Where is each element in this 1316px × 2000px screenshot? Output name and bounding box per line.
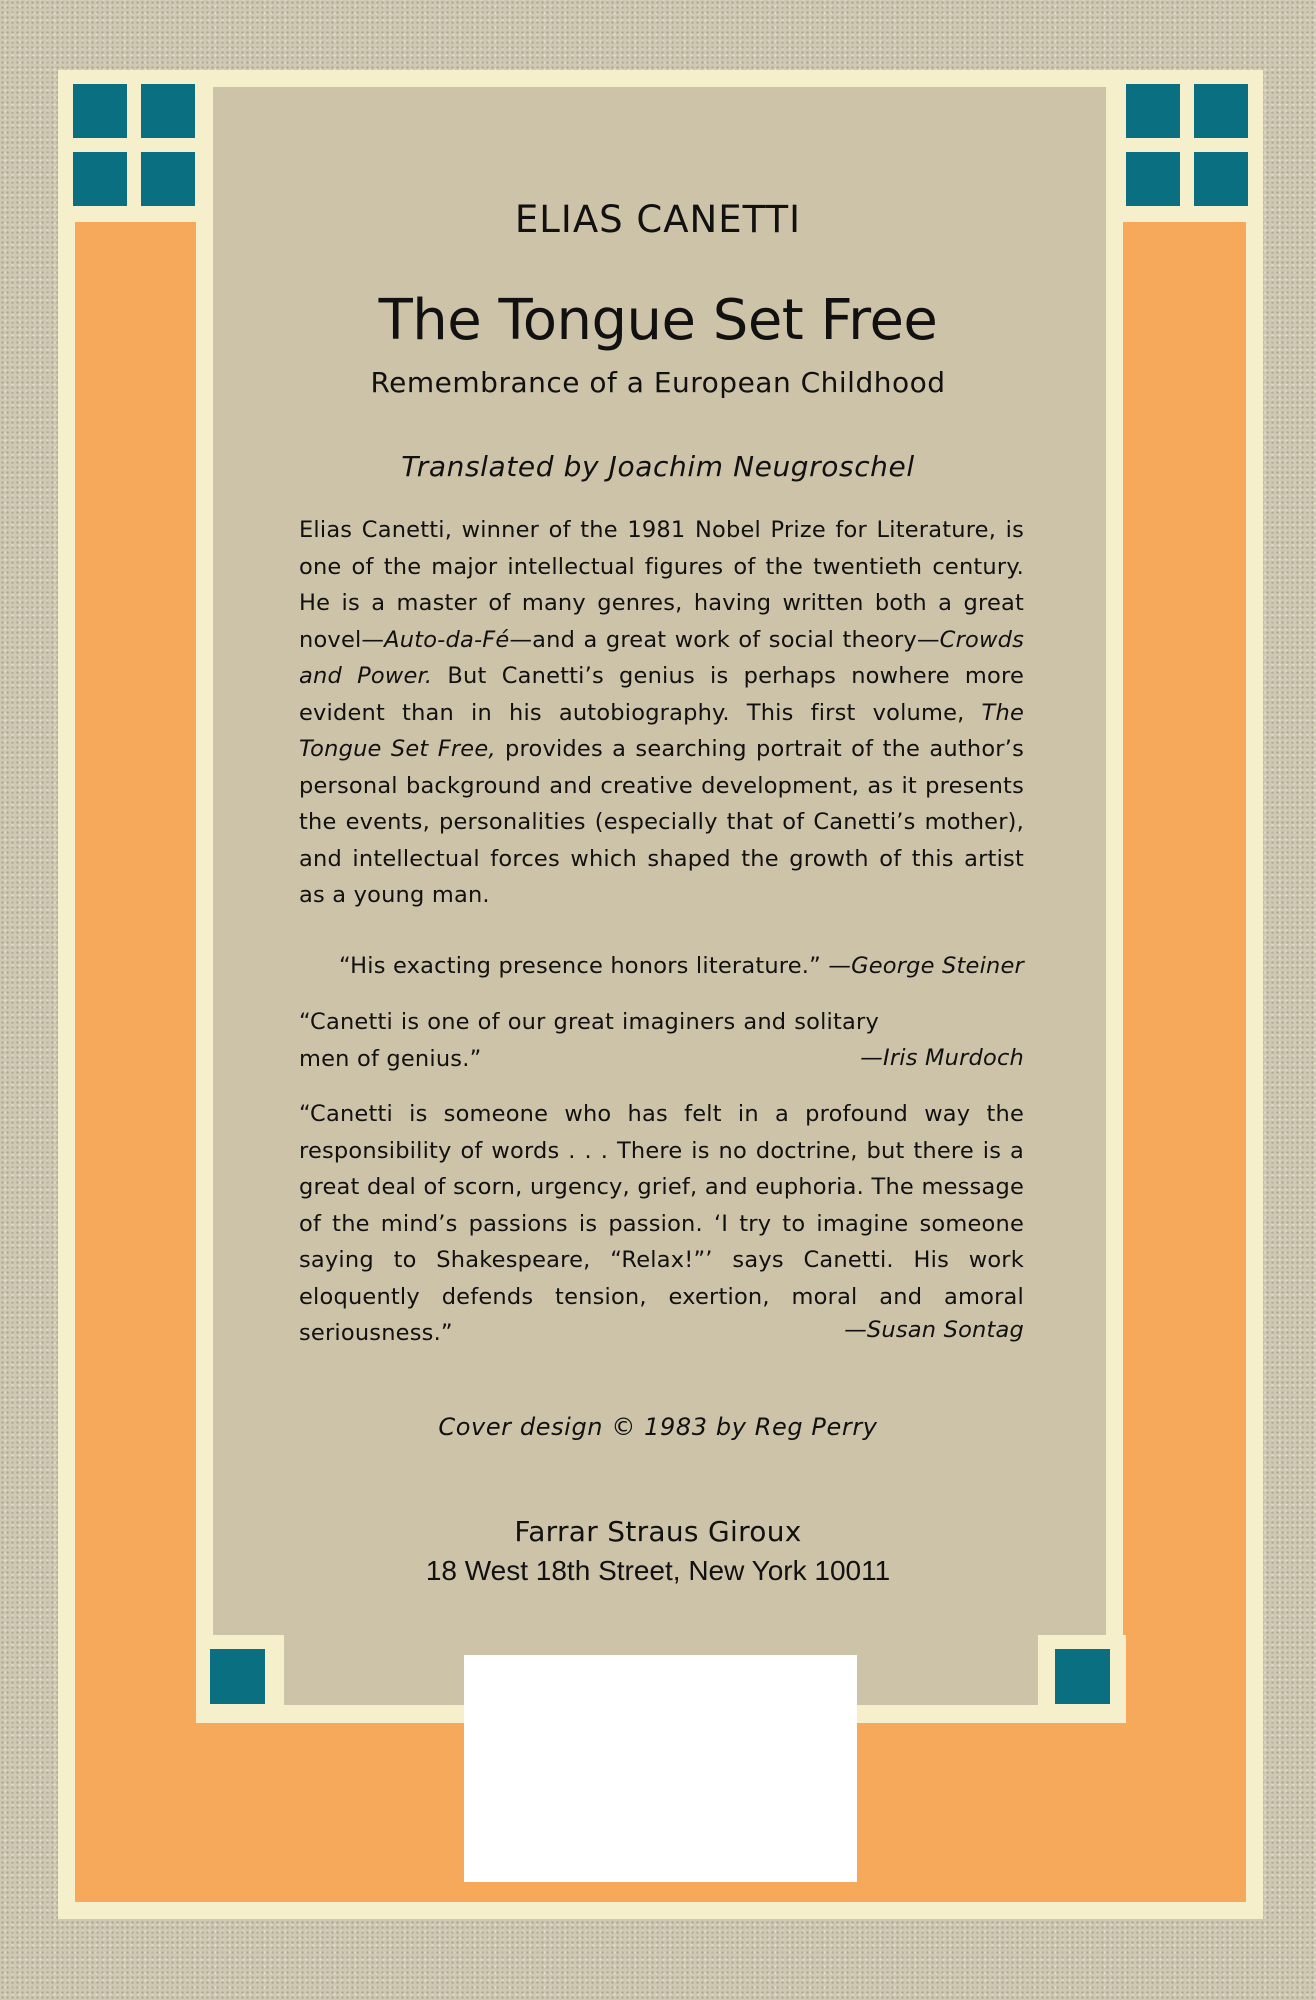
book-title-tongue-set-free: The Tongue Set Free, [299,699,1024,762]
quote-sontag [299,1096,1024,1352]
corner-square-bottom-left [196,1635,284,1723]
quote-murdoch [299,1004,1024,1077]
teal-square-icon [210,1649,265,1704]
description-part-1: Elias Canetti, winner of the 1981 Nobel Prize for Literature, is one of the major intellectual figures of the twentieth century. He is a master of many genres, having written both a great novel— [299,517,1024,653]
quote-text: “Canetti is someone who has felt in a profound way the responsibility of words . . . There is no doctrine, but there is a great deal of scorn, urgency, grief, and euphoria. The message of the mind’s passions is passion. ‘I try to imagine someone saying to Shakespeare, “Relax!”’ says Canetti. His work eloquently defends tension, exertion, moral and amoral seriousness.” [299,1101,1024,1346]
publisher-address: 18 West 18th Street, New York 10011 [425,1555,891,1586]
quote-author: —Iris Murdoch [860,1045,1024,1071]
teal-square-icon [141,84,195,138]
quote-author: —George Steiner [828,953,1024,979]
description-part-4: provides a searching portrait of the author’s personal background and creative development, as it presents the events, personalities (especially that of Canetti’s mother), and intellectual forces which shaped the growth of this artist as a young man. [299,736,1025,908]
book-title-crowds-and-power: Crowds and Power. [299,626,1024,689]
description-part-2: —and a great work of social theory— [509,626,940,653]
quote-author: —Susan Sontag [844,1317,1024,1343]
quote-steiner [299,948,1024,985]
quote-text: “Canetti is one of our great imaginers and solitary men of genius.” [299,1009,879,1072]
description-part-3: But Canetti’s genius is perhaps nowhere more evident than in his autobiography. This first volume, [299,663,1024,726]
teal-square-icon [1194,84,1248,138]
corner-square-bottom-right [1038,1635,1126,1723]
teal-square-icon [1126,84,1180,138]
quote-text: “His exacting presence honors literature.” [338,953,829,979]
book-title-auto-da-fe: Auto-da-Fé [384,626,510,653]
book-subtitle: Remembrance of a European Childhood [370,366,946,399]
author-name: ELIAS CANETTI [514,198,802,241]
teal-square-icon [73,84,127,138]
translator-credit: Translated by Joachim Neugroschel [401,450,915,483]
teal-square-icon [1055,1649,1110,1704]
book-title: The Tongue Set Free [378,288,938,353]
publisher-name: Farrar Straus Giroux [514,1515,802,1548]
cover-design-credit: Cover design © 1983 by Reg Perry [438,1413,878,1441]
barcode-area [464,1655,857,1882]
description-paragraph [299,512,1024,914]
